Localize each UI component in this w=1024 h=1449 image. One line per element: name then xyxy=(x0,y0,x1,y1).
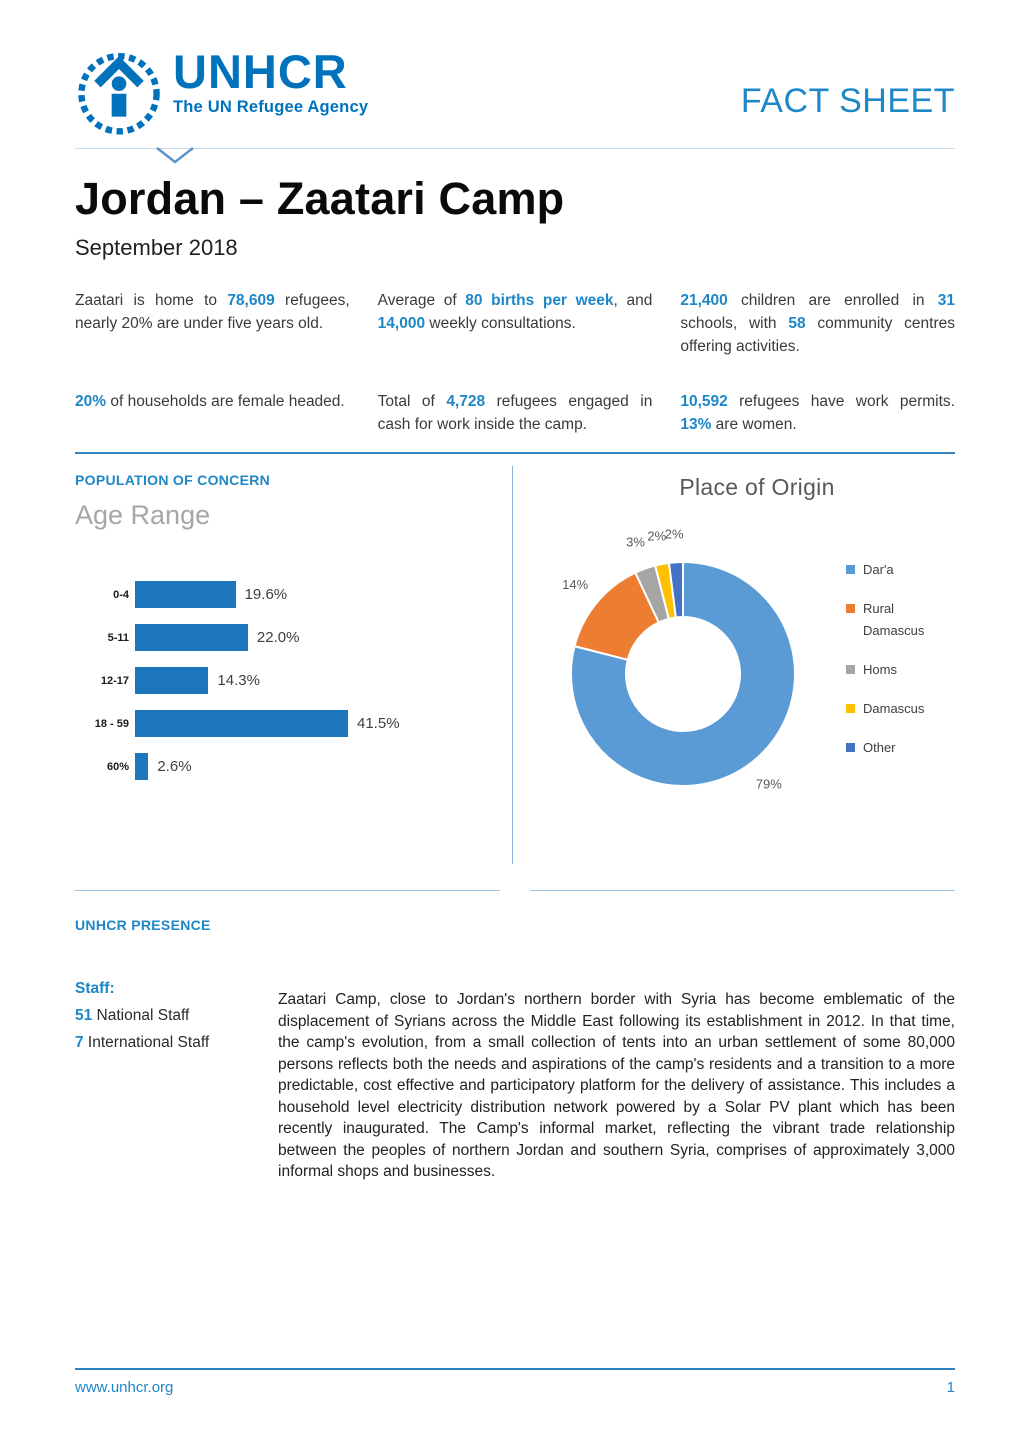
bar-row xyxy=(77,702,512,745)
legend-label: Homs xyxy=(863,662,897,677)
bar-row xyxy=(77,659,512,702)
national-staff-count: 51 National Staff xyxy=(75,1007,190,1024)
unhcr-logo xyxy=(75,44,368,138)
population-of-concern-section xyxy=(75,454,955,890)
age-range-bar-chart xyxy=(75,573,512,788)
international-staff-count: 7 International Staff xyxy=(75,1034,210,1051)
legend-swatch-icon xyxy=(846,743,855,752)
donut-slice-label: 2% xyxy=(664,526,684,542)
age-range-chart-panel xyxy=(75,454,512,890)
bar-value-label: 14.3% xyxy=(217,672,260,689)
bar-row xyxy=(77,573,512,616)
camp-description-paragraph: Zaatari Camp, close to Jordan's northern border with Syria has become emblematic of the displacement of Syrians across the Middle East following its establishment in 2012. In that time, the camp's evolution, from a small collection of tents into an urban settlement of some 80,000 persons reflects both the needs and aspirations of the camp's residents and a transition to a more predictable, cost effective and participatory platform for the delivery of assistance. This includes a household level electricity distribution network powered by a Solar PV plant which has been recently inaugurated. The Camp's informal market, reflecting the vibrant trade relationship between the peoples of northern Jordan and southern Syria, comprises of approximately 3,000 informal shops and businesses. xyxy=(278,991,955,1180)
legend-item xyxy=(846,659,944,681)
bar-value-label: 41.5% xyxy=(357,715,400,732)
footer-url-link[interactable]: www.unhcr.org xyxy=(75,1379,174,1396)
legend-label: Dar'a xyxy=(863,562,894,577)
donut-slice-label: 14% xyxy=(562,576,589,592)
donut-slice-label: 3% xyxy=(626,534,645,550)
footer xyxy=(75,1368,955,1396)
section-label-presence: UNHCR PRESENCE xyxy=(75,917,211,933)
bar-row xyxy=(77,745,512,788)
legend-swatch-icon xyxy=(846,704,855,713)
chevron-down-icon xyxy=(155,147,195,165)
key-figures-grid xyxy=(75,289,955,436)
legend-label: Damascus xyxy=(863,701,925,716)
bar-row xyxy=(77,616,512,659)
place-of-origin-chart-panel xyxy=(513,454,955,890)
divider-segment-right xyxy=(530,890,955,891)
legend-item xyxy=(846,598,944,642)
bar-category-label: 5-11 xyxy=(107,631,129,644)
page-number: 1 xyxy=(946,1379,955,1396)
logo-tagline: The UN Refugee Agency xyxy=(173,98,369,116)
unhcr-presence-section xyxy=(75,917,955,1183)
bar-value-label: 22.0% xyxy=(256,629,300,646)
divider-segment-left xyxy=(75,890,500,891)
legend-label: Rural Damascus xyxy=(863,601,925,638)
legend-item xyxy=(846,737,944,759)
highlight-population: Zaatari is home to 78,609 refugees, nearly 20% are under five years old. xyxy=(75,292,350,332)
charts-bottom-divider xyxy=(75,890,955,891)
bar-category-label: 60% xyxy=(106,760,129,773)
page-title: Jordan – Zaatari Camp xyxy=(75,173,565,224)
donut-slice-label: 2% xyxy=(647,528,667,544)
header xyxy=(75,0,955,138)
highlight-work-permits: 10,592 refugees have work permits. 13% are women. xyxy=(680,393,955,433)
header-divider xyxy=(75,148,955,149)
logo-text xyxy=(173,44,368,117)
legend-swatch-icon xyxy=(846,604,855,613)
legend-label: Other xyxy=(863,740,896,755)
legend-item xyxy=(846,698,944,720)
highlight-births: Average of 80 births per week, and 14,000 weekly consultations. xyxy=(377,292,653,332)
legend-item xyxy=(846,559,944,581)
bar xyxy=(135,624,248,651)
staff-summary xyxy=(75,975,278,1183)
bar-category-label: 12-17 xyxy=(100,674,129,687)
bar xyxy=(135,667,208,694)
legend-swatch-icon xyxy=(846,665,855,674)
bar xyxy=(135,710,348,737)
donut-slice-label: 79% xyxy=(755,776,782,792)
bar xyxy=(135,753,148,780)
bar-category-label: 18 - 59 xyxy=(94,717,129,730)
bar xyxy=(135,581,236,608)
highlight-female-headed: 20% of households are female headed. xyxy=(75,393,345,410)
donut-legend xyxy=(846,559,944,759)
report-date: September 2018 xyxy=(75,235,238,260)
staff-heading: Staff: xyxy=(75,980,115,997)
unhcr-emblem-icon xyxy=(75,44,163,138)
section-label-population: POPULATION OF CONCERN xyxy=(75,472,271,488)
logo-name: UNHCR xyxy=(173,45,348,98)
bar-value-label: 2.6% xyxy=(157,758,192,775)
highlight-cash-for-work: Total of 4,728 refugees engaged in cash for work inside the camp. xyxy=(377,393,653,433)
place-of-origin-chart-title: Place of Origin xyxy=(679,474,835,500)
bar-value-label: 19.6% xyxy=(244,586,288,603)
age-range-chart-title: Age Range xyxy=(75,500,211,530)
legend-swatch-icon xyxy=(846,565,855,574)
bar-category-label: 0-4 xyxy=(113,588,129,601)
highlight-education: 21,400 children are enrolled in 31 schools, with 58 community centres offering activities. xyxy=(680,292,955,355)
doc-type-label: FACT SHEET xyxy=(740,81,955,120)
